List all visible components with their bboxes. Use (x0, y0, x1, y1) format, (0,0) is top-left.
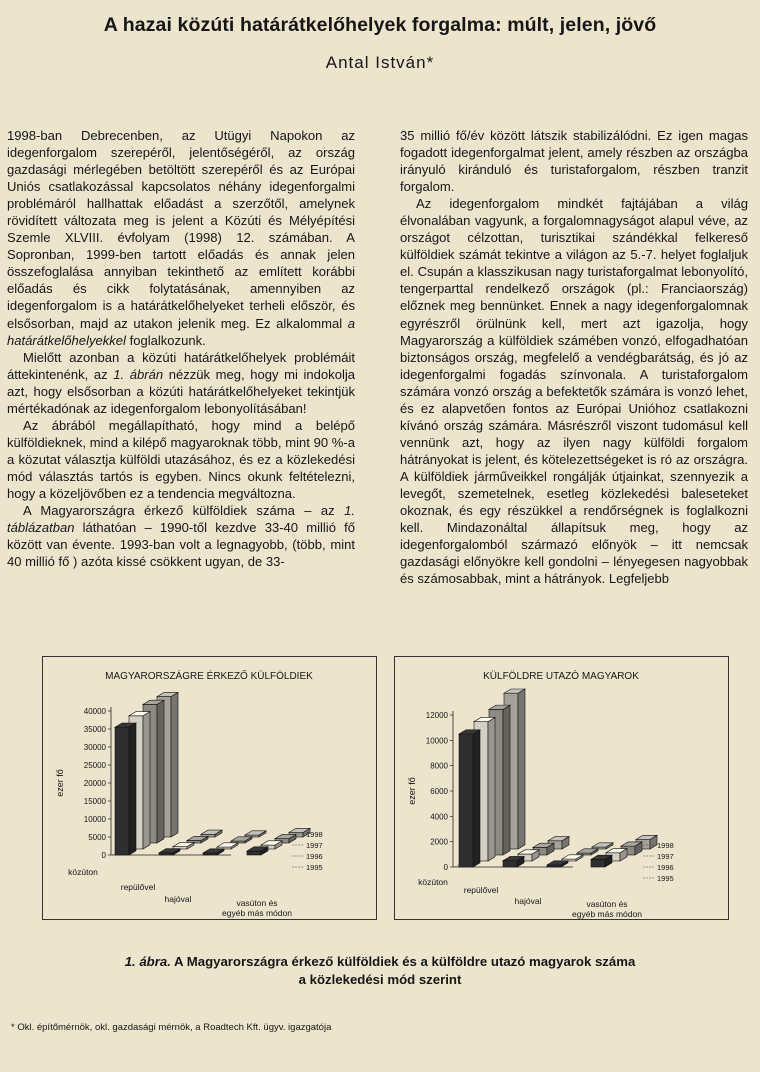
caption-label: 1. ábra. (124, 954, 171, 969)
text-run: foglalkozunk. (125, 332, 206, 348)
chart-title: KÜLFÖLDRE UTAZÓ MAGYAROK (483, 671, 639, 682)
caption-line-1 (0, 953, 760, 971)
y-tick-label: 6000 (430, 787, 448, 796)
chart-title: MAGYARORSZÁGRE ÉRKEZŐ KÜLFÖLDIEK (105, 671, 313, 682)
text-run: Mielőtt azonban a közúti határátkelőhelyek problémáit áttekintenénk, az (7, 349, 355, 382)
category-label: egyéb más módon (572, 909, 642, 919)
italic-reference: 1. táblázatban (7, 503, 355, 536)
paragraph (400, 195, 748, 587)
y-tick-label: 0 (443, 863, 448, 872)
italic-reference: 1. ábrán (113, 366, 164, 382)
category-label: közúton (418, 877, 448, 887)
bar-side-face (143, 712, 150, 849)
bar-1995-1 (115, 723, 136, 855)
bar-front-face (503, 861, 517, 867)
bar-1995-4 (247, 847, 268, 855)
bar-1998-3 (245, 831, 266, 837)
series-label-1996: 1996 (306, 852, 323, 861)
italic-reference: a határátkelőhelyekkel (7, 315, 355, 348)
category-label: hajóval (164, 894, 192, 904)
series-label-1997: 1997 (657, 852, 674, 861)
bar-front-face (247, 851, 261, 855)
bar-front-face (115, 727, 129, 855)
y-tick-label: 40000 (83, 707, 106, 716)
bar-front-face (159, 853, 173, 855)
bar-side-face (488, 717, 495, 861)
paragraph (400, 127, 748, 195)
series-label-1998: 1998 (657, 841, 674, 850)
chart-incoming-svg (43, 657, 376, 919)
category-label: hajóval (514, 896, 542, 906)
text-run: nézzük meg, hogy mi indokolja azt, hogy elsősorban a közúti határátkelőhelyeket tekintjük mértékadónak az idegenforgalom lebonyolításában! (7, 366, 356, 416)
series-label-1995: 1995 (657, 874, 674, 883)
series-label-1995: 1995 (306, 863, 323, 872)
text-run: 35 millió fő/év között látszik stabilizálódni. Ez igen magas fogadott idegenforgalmat jelent, amely részben az országba irányuló kiránduló és turistaforgalom, részben tranzit forgalom. (400, 128, 748, 195)
bar-front-face (591, 859, 605, 867)
text-run: A Magyarországra érkező külföldiek száma – az (23, 503, 345, 519)
bar-1997-3 (231, 837, 252, 843)
author-name: Antal István* (325, 53, 435, 72)
bar-1995-3 (547, 861, 568, 867)
y-tick-label: 25000 (83, 761, 106, 770)
paragraph (7, 502, 355, 570)
paragraph (7, 127, 355, 349)
bar-1995-4 (591, 855, 612, 867)
y-tick-label: 35000 (83, 725, 106, 734)
bar-side-face (171, 692, 178, 837)
category-label: vasúton és (586, 899, 628, 909)
y-axis-label: ezer fő (407, 777, 417, 805)
bar-1997-3 (577, 849, 598, 855)
series-label-1996: 1996 (657, 863, 674, 872)
bar-1995-2 (503, 856, 524, 867)
category-label: repülővel (463, 885, 499, 895)
article-title: A hazai közúti határátkelőhelyek forgalma: múlt, jelen, jövő (103, 14, 657, 36)
bar-1996-3 (217, 843, 238, 849)
bar-side-face (157, 700, 164, 843)
paragraph (7, 417, 355, 502)
category-label: egyéb más módon (222, 908, 292, 918)
y-tick-label: 10000 (425, 736, 448, 746)
bar-1996-3 (562, 855, 583, 861)
bar-1995-1 (459, 730, 480, 867)
figure-caption (0, 953, 760, 989)
chart-outgoing-hungarians (394, 656, 729, 920)
y-tick-label: 30000 (83, 743, 106, 752)
text-run: láthatóan – 1990-től kezdve 33-40 millió fő között van évente. 1993-ban volt a legnagyobb, (több, mint 40 millió fő ) azóta kissé csökkent ugyan, de 33- (7, 520, 355, 570)
category-label: vasúton és (236, 898, 278, 908)
series-label-1997: 1997 (306, 841, 323, 850)
bar-1998-2 (201, 830, 222, 837)
y-axis-label: ezer fő (55, 769, 65, 797)
bar-1998-3 (592, 843, 613, 849)
category-label: közúton (68, 867, 98, 877)
y-tick-label: 12000 (425, 711, 448, 720)
bar-side-face (129, 723, 136, 855)
bar-1997-2 (187, 836, 208, 843)
text-run: 1998-ban Debrecenben, az Utügyi Napokon az idegenforgalom szerepéről, jelentőségéről, az ország gazdasági mérlegében betöltött szerepéről és az Európai Uniós csatlakozással kapcsolatos néhány idegenforgalmi problémáról hallhattak előadást a szerzőtől, amelynek rövidített változata meg is jelent a Közúti és Mélyépítési Szemle XLVIII. évfolyam (1998) 12. számában. A Sopronban, 1999-ben tartott előadás és annak jelen összefoglalása annyiban tekinthető az említett korábbi előadás és cikk folytatásának, amennyiben az idegenforgalom is a határátkelőhelyeket terheli először, és elsősorban, majd az utakon jelenik meg. Ez alkalommal (7, 128, 355, 331)
chart-outgoing-svg (395, 657, 728, 919)
series-label-1998: 1998 (306, 830, 323, 839)
bar-1995-3 (203, 849, 224, 855)
bar-1995-2 (159, 849, 180, 855)
y-tick-label: 15000 (83, 797, 106, 806)
footnote: * Okl. építőmérnök, okl. gazdasági mérnök, a Roadtech Kft. ügyv. igazgatója (11, 1022, 332, 1033)
bar-front-face (459, 734, 473, 867)
caption-line-2: a közlekedési mód szerint (298, 972, 462, 987)
bar-side-face (518, 689, 525, 849)
text-run: Az idegenforgalom mindkét fajtájában a világ élvonalában vagyunk, a forgalomnagyságot alapul véve, az országot célzottan, turisztikai szándékkal felkereső külföldiek számát tekintve a világon az 5.-7. helyet foglaljuk el. Csupán a klasszikusan nagy turistaforgalmat lebonyolító, tengerparttal rendelkező országok (pl.: Franciaország) előznek meg bennünket. Ennek a nagy idegenforgalomnak egyrészről örülnünk kell, mert azt igazolja, hogy Magyarország a külföldiek számében vonzó, elfogadhatóan biztonságos ország, megfelelő a vendégbarátság, és jó az idegenforgalmi fogadás színvonala. A turistaforgalom számára vonzó ország a befektetők számára is vonzó lehet, és ez alapvetően fontos az Európai Unióhoz csatlakozni kívánó ország számára. Másrészről viszont tudomásul kell vennünk azt, hogy az ilyen nagy külföldi forgalom hátrányokat is jelent, és kötelezettségeket is ró az országra. A külföldiek járműveikkel rongálják útjainkat, szennyezik a levegőt, szemetelnek, esetleg közlekedési baleseteket okoznak, és egy részükkel a rendőrségnek is foglalkozni kell. Mindazonáltal állapítsuk meg, hogy az idegenforgalomból származó előnyök – itt nemcsak gazdasági előnyökre kell gondolni – lényegesen nagyobbak és számosabbak, mint a hátrányok. Legfeljebb (400, 196, 748, 587)
bar-1996-2 (173, 842, 194, 849)
category-label: repülővel (120, 882, 156, 892)
text-run: Az ábrából megállapítható, hogy mind a belépő külföldieknek, mind a kilépő magyaroknak több, mint 90 %-a a közutat választja külföldi utazásához, és ez a közlekedési mód választás tartós is egyben. Nincs okunk feltételezni, hogy a közeljövőben ez a tendencia megváltozna. (7, 417, 355, 501)
y-tick-label: 8000 (430, 761, 448, 771)
left-text-column (7, 127, 355, 570)
caption-text-1: A Magyarországra érkező külföldiek és a külföldre utazó magyarok száma (170, 954, 636, 969)
bar-side-face (473, 730, 480, 867)
right-text-column (400, 127, 748, 587)
paragraph (7, 349, 355, 417)
y-tick-label: 0 (101, 851, 106, 860)
y-tick-label: 4000 (430, 812, 448, 822)
bar-side-face (503, 705, 510, 855)
y-tick-label: 10000 (83, 815, 106, 824)
figure-1 (42, 656, 727, 918)
y-tick-label: 2000 (430, 837, 448, 847)
y-tick-label: 5000 (88, 833, 106, 842)
chart-incoming-foreigners (42, 656, 377, 920)
y-tick-label: 20000 (83, 779, 106, 788)
